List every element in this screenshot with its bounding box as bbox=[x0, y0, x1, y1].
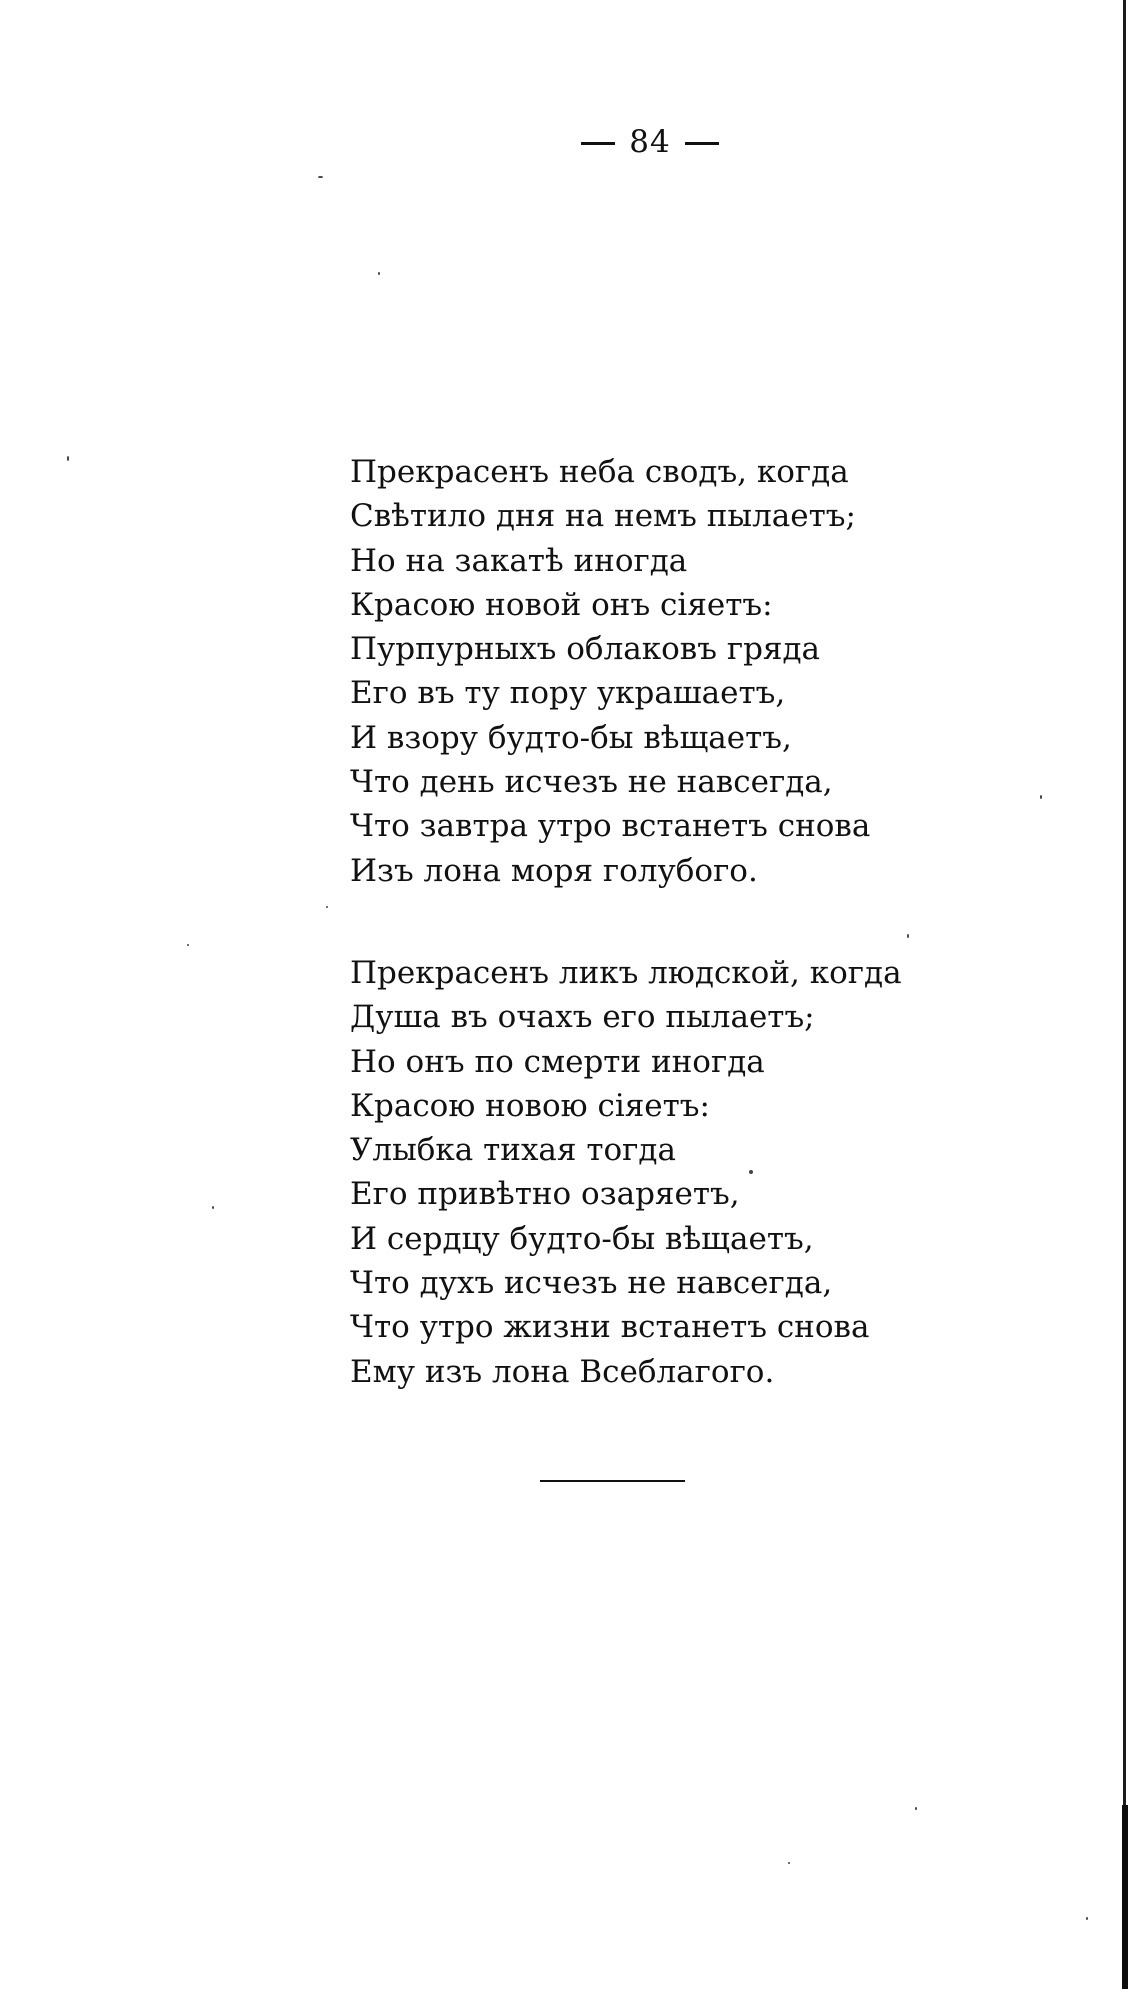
poem-line: Ему изъ лона Всеблагого. bbox=[350, 1353, 775, 1390]
poem bbox=[350, 450, 910, 1394]
scan-speck bbox=[907, 934, 909, 938]
poem-line: Что утро жизни встанетъ снова bbox=[350, 1309, 870, 1346]
scan-speck bbox=[187, 944, 189, 946]
scan-speck bbox=[749, 1170, 753, 1174]
poem-line: И взору будто-бы вѣщаетъ, bbox=[350, 719, 792, 756]
page-number-value: 84 bbox=[629, 124, 671, 160]
page-binding-edge bbox=[1123, 0, 1126, 1989]
scan-speck bbox=[788, 1862, 790, 1864]
scan-speck bbox=[378, 272, 380, 275]
stanza-1 bbox=[350, 450, 910, 893]
scan-speck bbox=[1086, 1917, 1088, 1920]
poem-line: Изъ лона моря голубого. bbox=[350, 852, 758, 889]
page-binding-edge-shadow bbox=[1122, 1805, 1128, 1989]
poem-line: Его привѣтно озаряетъ, bbox=[350, 1176, 740, 1213]
poem-line: Что завтра утро встанетъ снова bbox=[350, 808, 871, 845]
poem-line: Красою новою сіяетъ: bbox=[350, 1087, 710, 1124]
scan-speck bbox=[326, 906, 328, 908]
poem-line: Его въ ту пору украшаетъ, bbox=[350, 675, 786, 712]
stanza-2 bbox=[350, 951, 910, 1394]
poem-line: Но на закатѣ иногда bbox=[350, 542, 688, 579]
poem-line: Но онъ по смерти иногда bbox=[350, 1043, 765, 1080]
poem-line: Красою новой онъ сіяетъ: bbox=[350, 586, 773, 623]
page-number-dash-left bbox=[581, 142, 615, 145]
page-number-dash-right bbox=[685, 142, 719, 145]
poem-line: Свѣтило дня на немъ пылаетъ; bbox=[350, 498, 856, 535]
scan-speck bbox=[915, 1807, 917, 1810]
scan-speck bbox=[318, 176, 323, 178]
end-rule-divider bbox=[540, 1480, 685, 1482]
scan-speck bbox=[1040, 795, 1042, 799]
poem-line: И сердцу будто-бы вѣщаетъ, bbox=[350, 1220, 814, 1257]
poem-line: Что день исчезъ не навсегда, bbox=[350, 764, 833, 801]
poem-line: Прекрасенъ ликъ людской, когда bbox=[350, 954, 902, 991]
page-number bbox=[0, 124, 1140, 160]
scan-speck bbox=[212, 1206, 214, 1209]
poem-line: Душа въ очахъ его пылаетъ; bbox=[350, 999, 815, 1036]
poem-line: Прекрасенъ неба сводъ, когда bbox=[350, 454, 849, 490]
scan-speck bbox=[67, 456, 69, 461]
poem-line: Пурпурныхъ облаковъ гряда bbox=[350, 631, 821, 668]
poem-line: Что духъ исчезъ не навсегда, bbox=[350, 1265, 833, 1302]
poem-line: Улыбка тихая тогда bbox=[350, 1132, 676, 1169]
